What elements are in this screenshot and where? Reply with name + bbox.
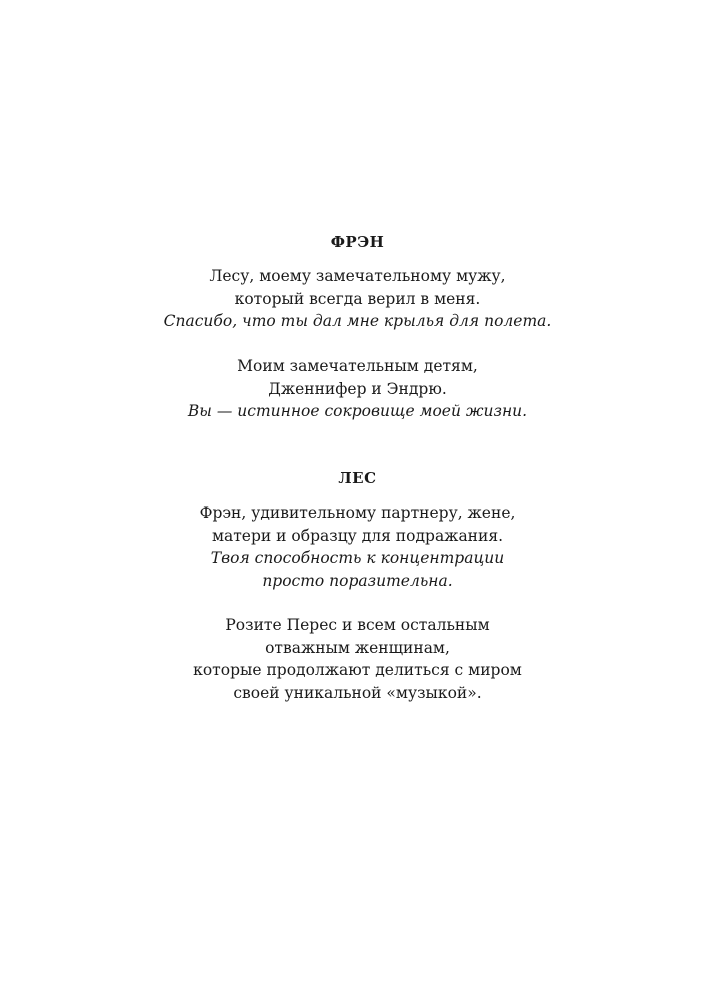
dedication-line: Фрэн, удивительному партнеру, жене,: [199, 504, 516, 522]
dedication-line: Дженнифер и Эндрю.: [268, 379, 447, 398]
dedication-italic-line: Твоя способность к концентрации: [210, 549, 505, 567]
dedication-italic-line: Спасибо, что ты дал мне крылья для полета.: [163, 312, 552, 330]
dedication-section-fren: [0, 231, 715, 420]
dedication-line: своей уникальной «музыкой».: [233, 683, 482, 702]
dedication-section-les: [0, 467, 715, 702]
dedication-line: Розите Перес и всем остальным: [225, 616, 490, 634]
dedication-line: которые продолжают делиться с миром: [193, 661, 522, 679]
dedication-stanza: [0, 355, 715, 423]
dedication-line: Лесу, моему замечательному мужу,: [209, 267, 506, 285]
section-heading: ЛЕС: [338, 469, 377, 487]
dedication-stanza: [0, 502, 715, 592]
dedication-line: Моим замечательным детям,: [237, 357, 478, 375]
dedication-italic-line: просто поразительна.: [262, 571, 453, 590]
section-heading: ФРЭН: [330, 233, 385, 251]
dedication-line: матери и образцу для подражания.: [211, 526, 504, 545]
dedication-line: отважным женщинам,: [265, 638, 450, 657]
dedication-italic-line: Вы — истинное сокровище моей жизни.: [187, 402, 528, 420]
dedication-line: который всегда верил в меня.: [234, 289, 481, 308]
dedication-stanza: [0, 265, 715, 333]
dedication-stanza: [0, 614, 715, 704]
